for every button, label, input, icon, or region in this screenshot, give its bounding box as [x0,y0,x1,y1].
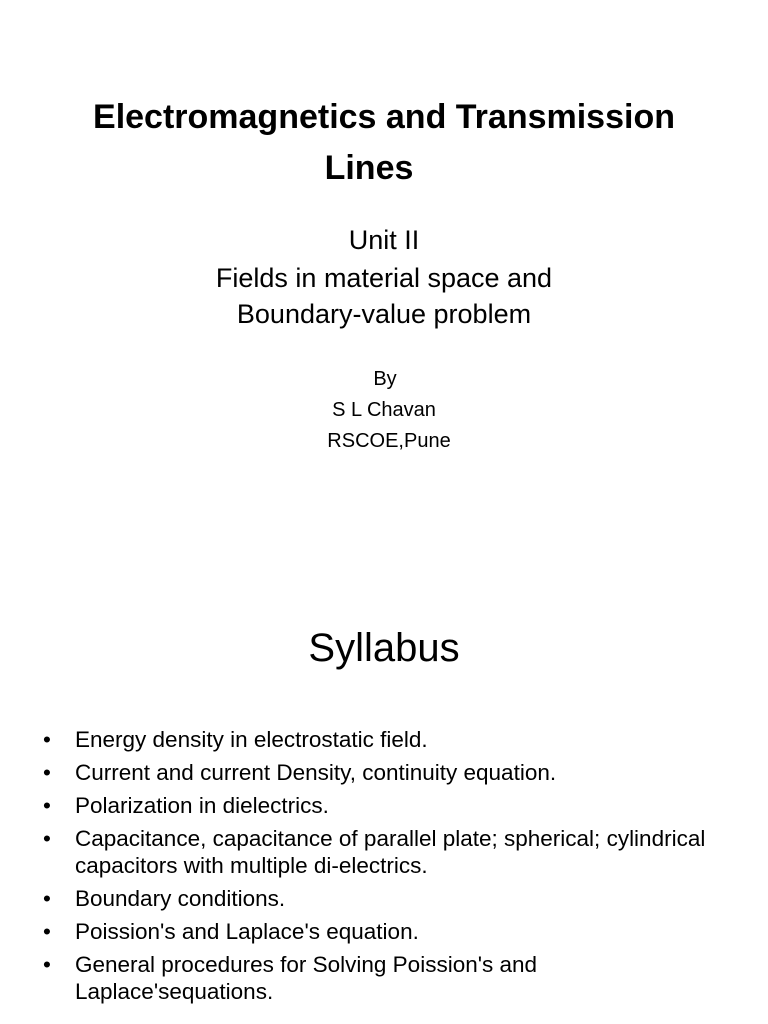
list-item-text: Polarization in dielectrics. [75,793,329,818]
topic-line-2: Boundary-value problem [236,299,532,329]
bullet-icon: • [43,727,51,752]
syllabus-slide [0,512,768,1024]
syllabus-list [40,726,740,1011]
list-item-text: Current and current Density, continuity equation. [75,760,557,785]
bullet-icon: • [43,826,51,851]
list-item-text: General procedures for Solving Poission's and Laplace'sequations. [75,952,538,1004]
list-item-text: Poission's and Laplace's equation. [75,919,419,944]
unit-label: Unit II [348,225,420,255]
list-item [40,825,740,879]
list-item-text: Boundary conditions. [75,886,286,911]
bullet-icon: • [43,793,51,818]
list-item [40,759,740,786]
list-item-text: Energy density in electrostatic field. [75,727,428,752]
institution-name: RSCOE,Pune [327,430,451,452]
list-item [40,918,740,945]
syllabus-heading: Syllabus [308,626,460,670]
bullet-icon: • [43,886,51,911]
list-item [40,726,740,753]
bullet-icon: • [43,919,51,944]
list-item-text: Capacitance, capacitance of parallel plate; spherical; cylindrical capacitors with multiple di-electrics. [75,826,706,878]
presentation-title [40,92,728,194]
by-label: By [373,368,397,390]
topic-line-1: Fields in material space and [215,263,553,293]
list-item [40,951,740,1005]
bullet-icon: • [43,952,51,977]
title-line-1: Electromagnetics and Transmission [93,98,675,136]
list-item [40,792,740,819]
list-item [40,885,740,912]
title-line-2: Lines [324,149,414,187]
author-name: S L Chavan [332,399,436,421]
author-block [40,364,728,457]
slide-subtitle [40,222,728,332]
bullet-icon: • [43,760,51,785]
